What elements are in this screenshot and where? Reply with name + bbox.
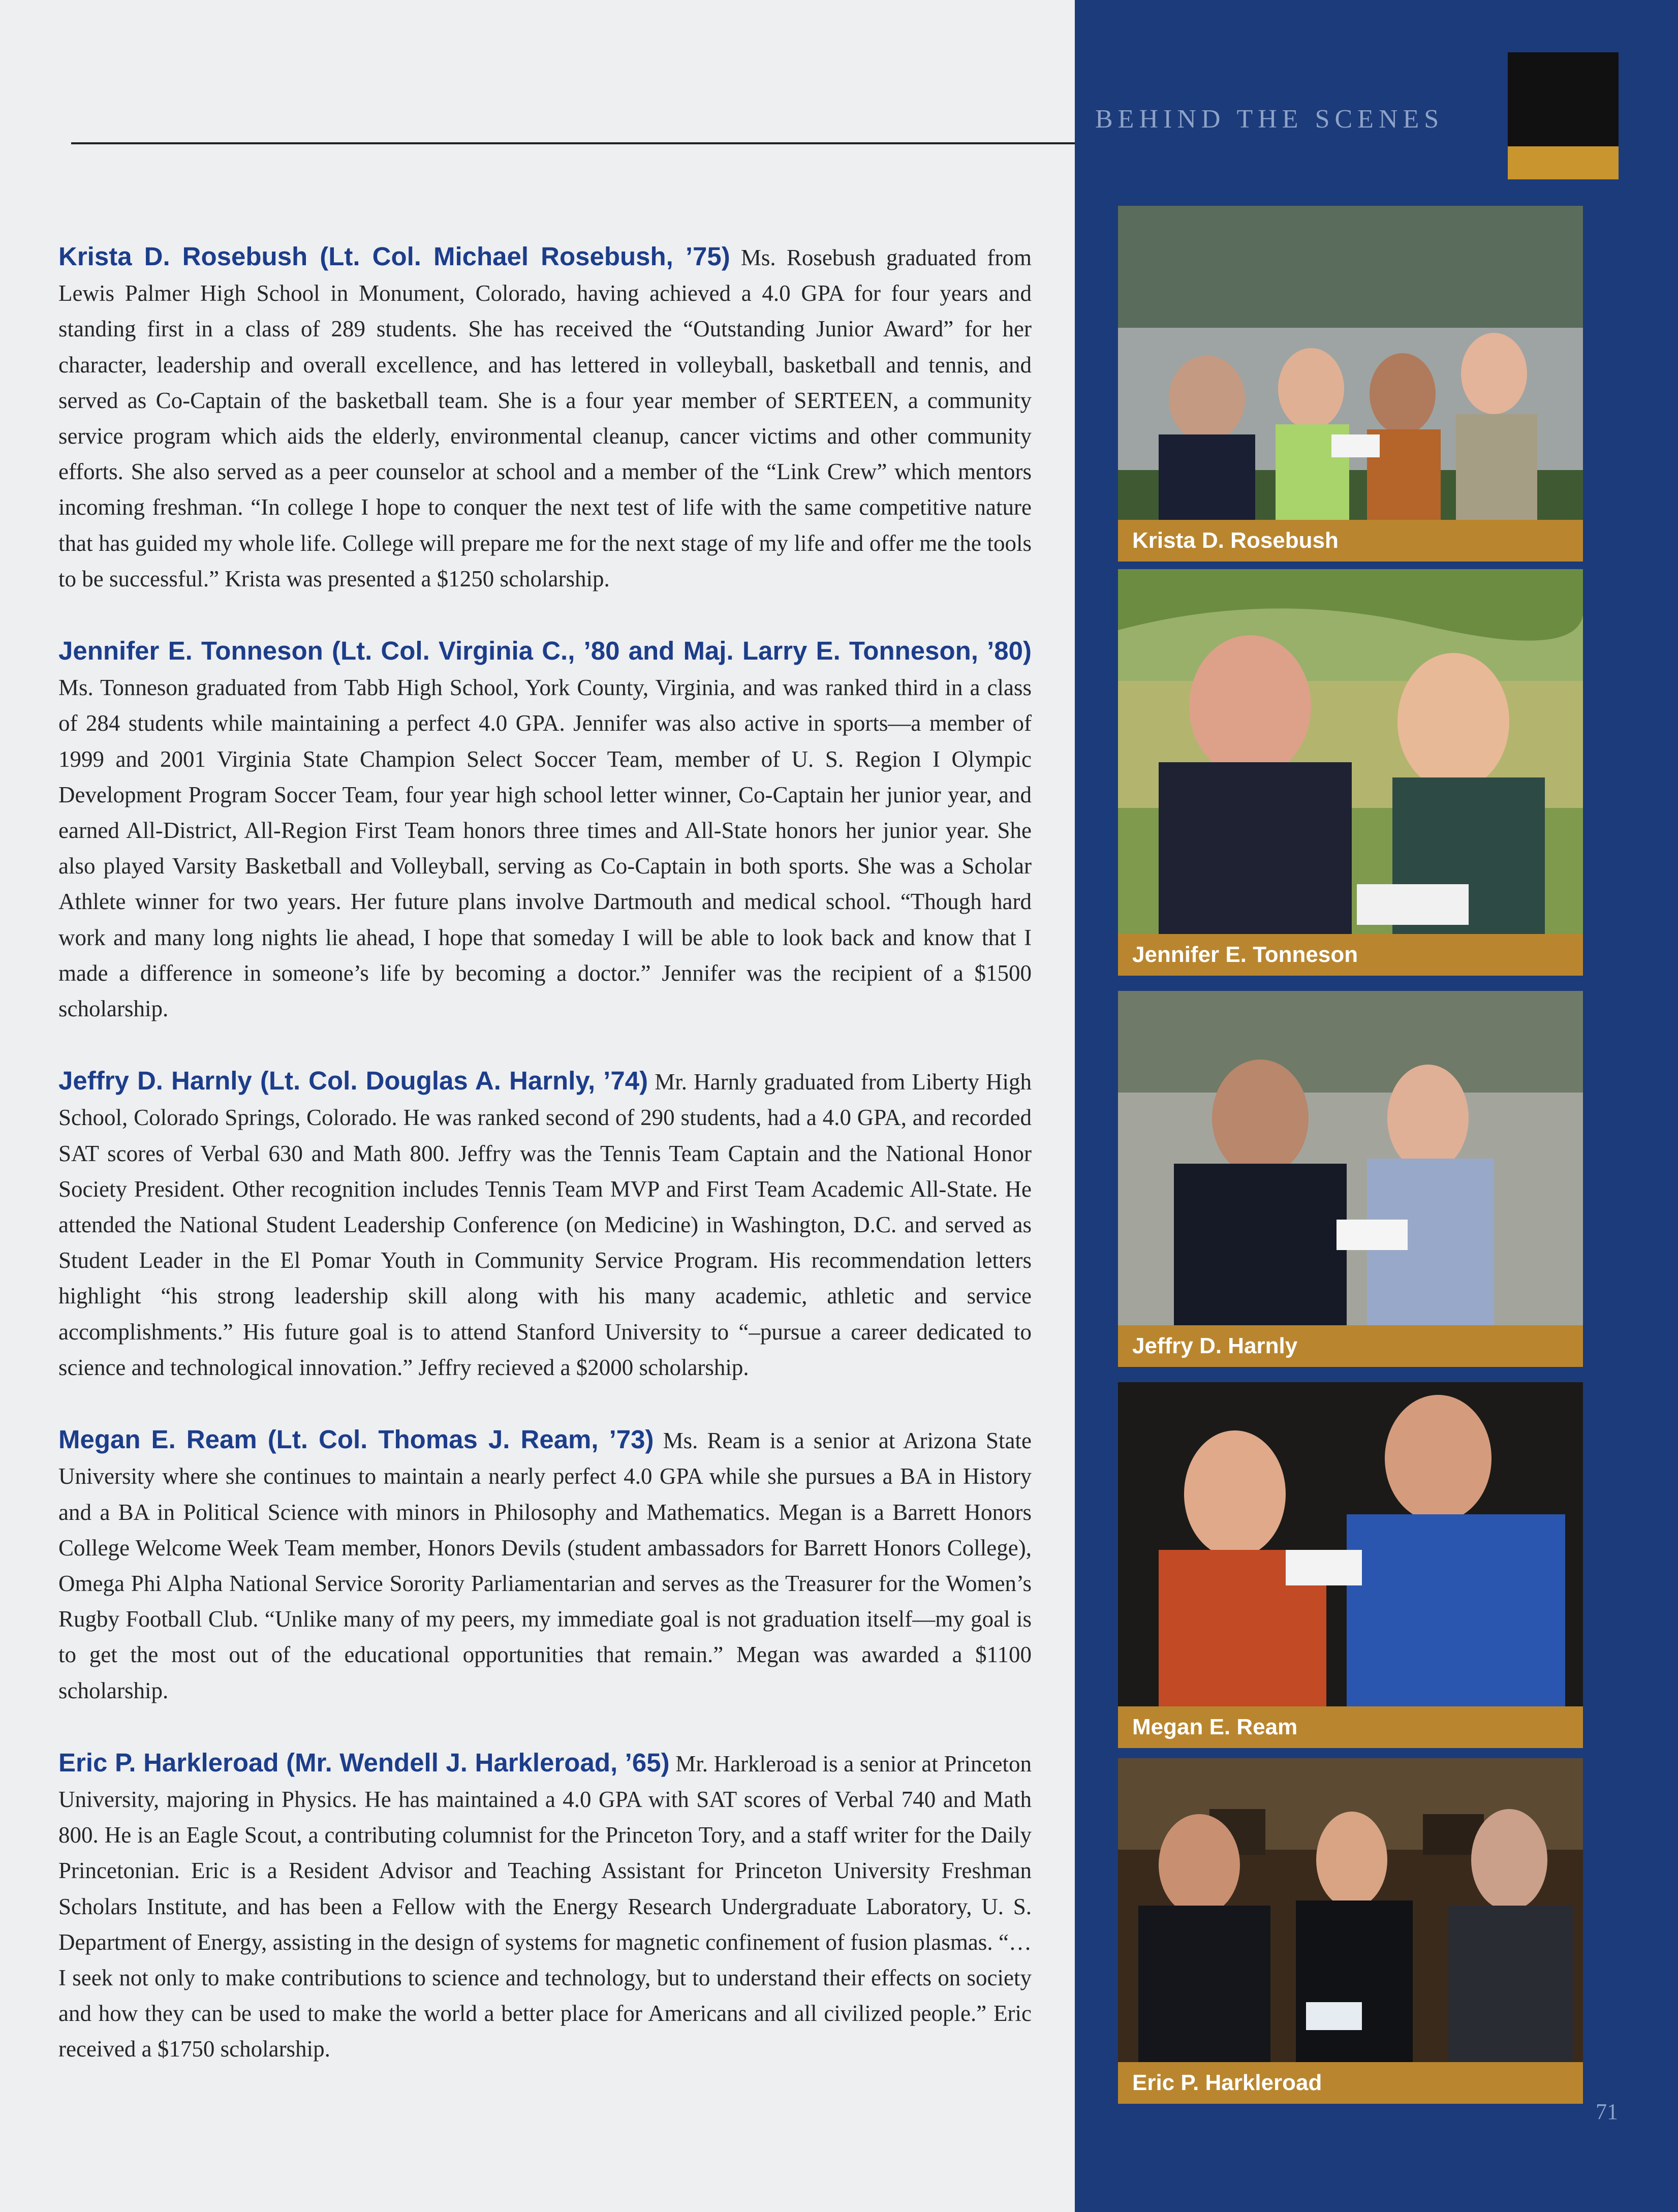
entry-name: Jennifer E. Tonneson (Lt. Col. Virginia C., ’80 and Maj. Larry E. Tonneson, ’80): [58, 636, 1032, 666]
photo-jeffry: [1118, 991, 1583, 1367]
entry-text: Mr. Harkleroad is a senior at Princeton University, majoring in Physics. He has maintained a 4.0 GPA with SAT scores of Verbal 740 and Math 800. He is an Eagle Scout, a contributing columnist for the Princeton Tory, and a staff writer for the Daily Princetonian. Eric is a Resident Advisor and Teaching Assistant for Princeton University Freshman Scholars Institute, and has been a Fellow with the Energy Research Undergraduate Laboratory, U. S. Department of Energy, assisting in the design of systems for magnetic confinement of fusion plasmas. “…I seek not only to make contributions to science and technology, but to understand their effects on society and how they can be used to make the world a better place for Americans and all civilized people.” Eric received a $1750 scholarship.: [58, 1751, 1032, 2062]
section-label: BEHIND THE SCENES: [1095, 105, 1444, 134]
photo-caption: Eric P. Harkleroad: [1118, 2062, 1583, 2104]
photo-caption: Jennifer E. Tonneson: [1118, 934, 1583, 976]
entry-krista: [58, 239, 1032, 597]
entry-jennifer: [58, 633, 1032, 1026]
photo-caption: Krista D. Rosebush: [1118, 520, 1583, 562]
photo-eric-image: [1118, 1758, 1583, 2104]
photo-caption: Jeffry D. Harnly: [1118, 1325, 1583, 1367]
entry-jeffry: [58, 1063, 1032, 1385]
entry-name: Krista D. Rosebush (Lt. Col. Michael Rosebush, ’75): [58, 242, 730, 271]
entry-name: Megan E. Ream (Lt. Col. Thomas J. Ream, ’73): [58, 1425, 654, 1454]
entry-megan: [58, 1422, 1032, 1708]
entry-text: Ms. Rosebush graduated from Lewis Palmer High School in Monument, Colorado, having achieved a 4.0 GPA for four years and standing first in a class of 289 students. She has received the “Outstanding Junior Award” for her character, leadership and overall excellence, and has lettered in volleyball, basketball and tennis, and served as Co-Captain of the basketball team. She is a four year member of SERTEEN, a community service program which aids the elderly, environmental cleanup, cancer victims and other community efforts. She also served as a peer counselor at school and a member of the “Link Crew” which mentors incoming freshman. “In college I hope to conquer the next test of life with the same competitive nature that has guided my whole life. College will prepare me for the next stage of my life and offer me the tools to be successful.” Krista was presented a $1250 scholarship.: [58, 245, 1032, 591]
entry-text: Ms. Tonneson graduated from Tabb High School, York County, Virginia, and was ranked third in a class of 284 students while maintaining a perfect 4.0 GPA. Jennifer was also active in sports—a member of 1999 and 2001 Virginia State Champion Select Soccer Team, member of U. S. Region I Olympic Development Program Soccer Team, four year high school letter winner, Co-Captain her junior year, and earned All-District, All-Region First Team honors three times and All-State honors her junior year. She also played Varsity Basketball and Volleyball, serving as Co-Captain in both sports. She was a Scholar Athlete winner for two years. Her future plans involve Dartmouth and medical school. “Though hard work and many long nights lie ahead, I hope that someday I will be able to look back and know that I made a difference in someone’s life by becoming a doctor.” Jennifer was the recipient of a $1500 scholarship.: [58, 675, 1032, 1022]
photo-jeffry-image: [1118, 991, 1583, 1367]
photo-jennifer-image: [1118, 569, 1583, 976]
entry-text: Ms. Ream is a senior at Arizona State University where she continues to maintain a nearly perfect 4.0 GPA while she pursues a BA in History and a BA in Political Science with minors in Philosophy and Mathematics. Megan is a Barrett Honors College Welcome Week Team member, Honors Devils (student ambassadors for Barrett Honors College), Omega Phi Alpha National Service Sorority Parliamentarian and serves as the Treasurer for the Women’s Rugby Football Club. “Unlike many of my peers, my immediate goal is not graduation itself—my goal is to get the most out of the educational opportunities that remain.” Megan was awarded a $1100 scholarship.: [58, 1428, 1032, 1703]
entry-eric: [58, 1745, 1032, 2067]
photo-caption: Megan E. Ream: [1118, 1706, 1583, 1748]
photo-krista-image: [1118, 206, 1583, 562]
entry-name: Eric P. Harkleroad (Mr. Wendell J. Harkleroad, ’65): [58, 1748, 670, 1777]
photo-krista: [1118, 206, 1583, 562]
entry-text: Mr. Harnly graduated from Liberty High School, Colorado Springs, Colorado. He was ranked second of 290 students, had a 4.0 GPA, and recorded SAT scores of Verbal 630 and Math 800. Jeffry was the Tennis Team Captain and the National Honor Society President. Other recognition includes Tennis Team MVP and First Team Academic All-State. He attended the National Student Leadership Conference (on Medicine) in Washington, D.C. and served as Student Leader in the El Pomar Youth in Community Service Program. His recommendation letters highlight “his strong leadership skill along with his many academic, athletic and service accomplishments.” His future goal is to attend Stanford University to “–pursue a career dedicated to science and technological innovation.” Jeffry recieved a $2000 scholarship.: [58, 1069, 1032, 1380]
photo-eric: [1118, 1758, 1583, 2104]
entry-name: Jeffry D. Harnly (Lt. Col. Douglas A. Harnly, ’74): [58, 1066, 648, 1096]
corner-block-black: [1508, 52, 1619, 146]
photo-jennifer: [1118, 569, 1583, 976]
scholarship-entries: [58, 239, 1032, 2104]
page-number: 71: [1596, 2099, 1618, 2124]
photo-megan: [1118, 1382, 1583, 1748]
corner-block-gold: [1508, 146, 1619, 179]
photo-megan-image: [1118, 1382, 1583, 1748]
